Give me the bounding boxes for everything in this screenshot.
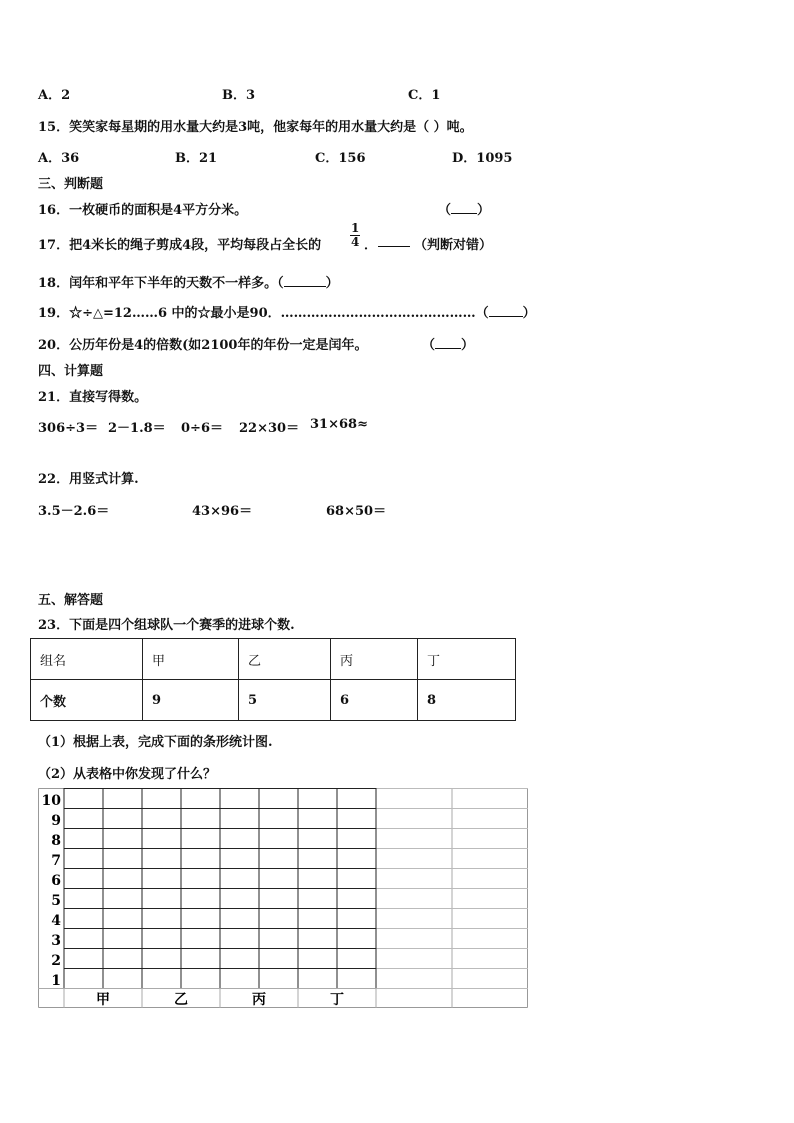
q17-after: ． <box>364 238 378 253</box>
q17-frac-den: 4 <box>351 235 360 249</box>
q22-item-3: 68×50＝ <box>326 504 387 519</box>
x-category-label: 甲 <box>96 992 110 1008</box>
q18-answer-blank[interactable] <box>284 274 326 287</box>
table-row <box>31 639 516 680</box>
q20-text: 20．公历年份是4的倍数(如2100年的年份一定是闰年。 <box>38 338 368 353</box>
q17-tail: （判断对错） <box>414 238 493 253</box>
q15-option-d: D．1095 <box>452 151 513 166</box>
table-header-cell: 组名 <box>31 639 143 680</box>
table-cell: 9 <box>143 680 239 721</box>
q20-answer-blank[interactable] <box>422 334 474 353</box>
goals-table <box>30 638 516 721</box>
q20-blank-line <box>435 336 461 349</box>
q21-item-5: 31×68≈ <box>310 417 368 432</box>
q21-item-3: 0÷6＝ <box>181 421 223 436</box>
q17-answer-blank[interactable] <box>378 234 410 251</box>
q19-answer-blank[interactable] <box>489 304 523 317</box>
q23-stem: 23．下面是四个组球队一个赛季的进球个数. <box>38 618 295 633</box>
y-tick-label: 8 <box>51 833 61 849</box>
q22-item-1: 3.5－2.6＝ <box>38 504 110 519</box>
q15-option-c: C．156 <box>315 151 366 166</box>
q18-paren-close: ） <box>325 276 339 291</box>
table-header-cell: 丙 <box>331 639 418 680</box>
q21-item-1: 306÷3＝ <box>38 421 99 436</box>
table-cell: 6 <box>331 680 418 721</box>
table-cell: 5 <box>239 680 331 721</box>
q19-paren-close: ） <box>522 306 536 321</box>
section-title-calculation: 四、计算题 <box>38 364 104 379</box>
table-header-cell: 丁 <box>418 639 516 680</box>
section-title-answer: 五、解答题 <box>38 593 104 608</box>
q19-text <box>38 302 536 321</box>
q15-option-a: A．36 <box>38 151 80 166</box>
q20-paren-open: （ <box>422 338 436 353</box>
q14-option-b: B．3 <box>222 88 256 103</box>
y-tick-label: 6 <box>51 873 61 889</box>
q22-item-2: 43×96＝ <box>192 504 253 519</box>
q14-option-a: A．2 <box>38 88 71 103</box>
y-tick-label: 2 <box>51 953 61 969</box>
y-tick-label: 1 <box>51 973 61 989</box>
q16-paren-open: （ <box>438 203 452 218</box>
q19-stem: 19．☆÷△=12……6 中的☆最小是90．………………………………………（ <box>38 306 489 321</box>
q16-answer-blank[interactable] <box>438 199 490 218</box>
q15-option-b: B．21 <box>175 151 218 166</box>
q16-blank-line <box>451 201 477 214</box>
q16-text: 16．一枚硬币的面积是4平方分米。 <box>38 203 248 218</box>
q21-item-2: 2－1.8＝ <box>108 421 166 436</box>
q16-paren-close: ） <box>477 203 491 218</box>
x-category-label: 丁 <box>330 992 344 1008</box>
section-title-judgement: 三、判断题 <box>38 177 104 192</box>
y-tick-label: 7 <box>51 853 61 869</box>
q23-sub1: （1）根据上表，完成下面的条形统计图. <box>38 735 273 750</box>
q20-paren-close: ） <box>461 338 475 353</box>
q18-text <box>38 272 339 291</box>
chart-grid-svg[interactable] <box>38 788 528 1008</box>
y-tick-label: 10 <box>41 793 61 809</box>
q17-frac-num: 1 <box>351 221 360 235</box>
bar-chart-grid[interactable] <box>38 788 528 1008</box>
y-tick-label: 3 <box>51 933 61 949</box>
y-tick-label: 4 <box>51 913 61 929</box>
q15-stem: 15．笑笑家每星期的用水量大约是3吨，他家每年的用水量大约是（ ）吨。 <box>38 120 473 135</box>
q18-stem: 18．闰年和平年下半年的天数不一样多。（ <box>38 276 284 291</box>
table-header-cell: 乙 <box>239 639 331 680</box>
table-cell: 个数 <box>31 680 143 721</box>
q23-sub2: （2）从表格中你发现了什么？ <box>38 767 217 782</box>
table-header-cell: 甲 <box>143 639 239 680</box>
table-cell: 8 <box>418 680 516 721</box>
q21-item-4: 22×30＝ <box>239 421 300 436</box>
x-category-label: 乙 <box>174 992 188 1008</box>
q17-text: 17．把4米长的绳子剪成4段，平均每段占全长的 <box>38 238 322 253</box>
x-category-label: 丙 <box>252 992 266 1008</box>
y-tick-label: 5 <box>51 893 61 909</box>
q17-fraction <box>348 222 362 249</box>
q22-stem: 22．用竖式计算. <box>38 472 139 487</box>
y-tick-label: 9 <box>51 813 61 829</box>
table-row <box>31 680 516 721</box>
q14-option-c: C．1 <box>408 88 441 103</box>
q21-stem: 21．直接写得数。 <box>38 390 148 405</box>
